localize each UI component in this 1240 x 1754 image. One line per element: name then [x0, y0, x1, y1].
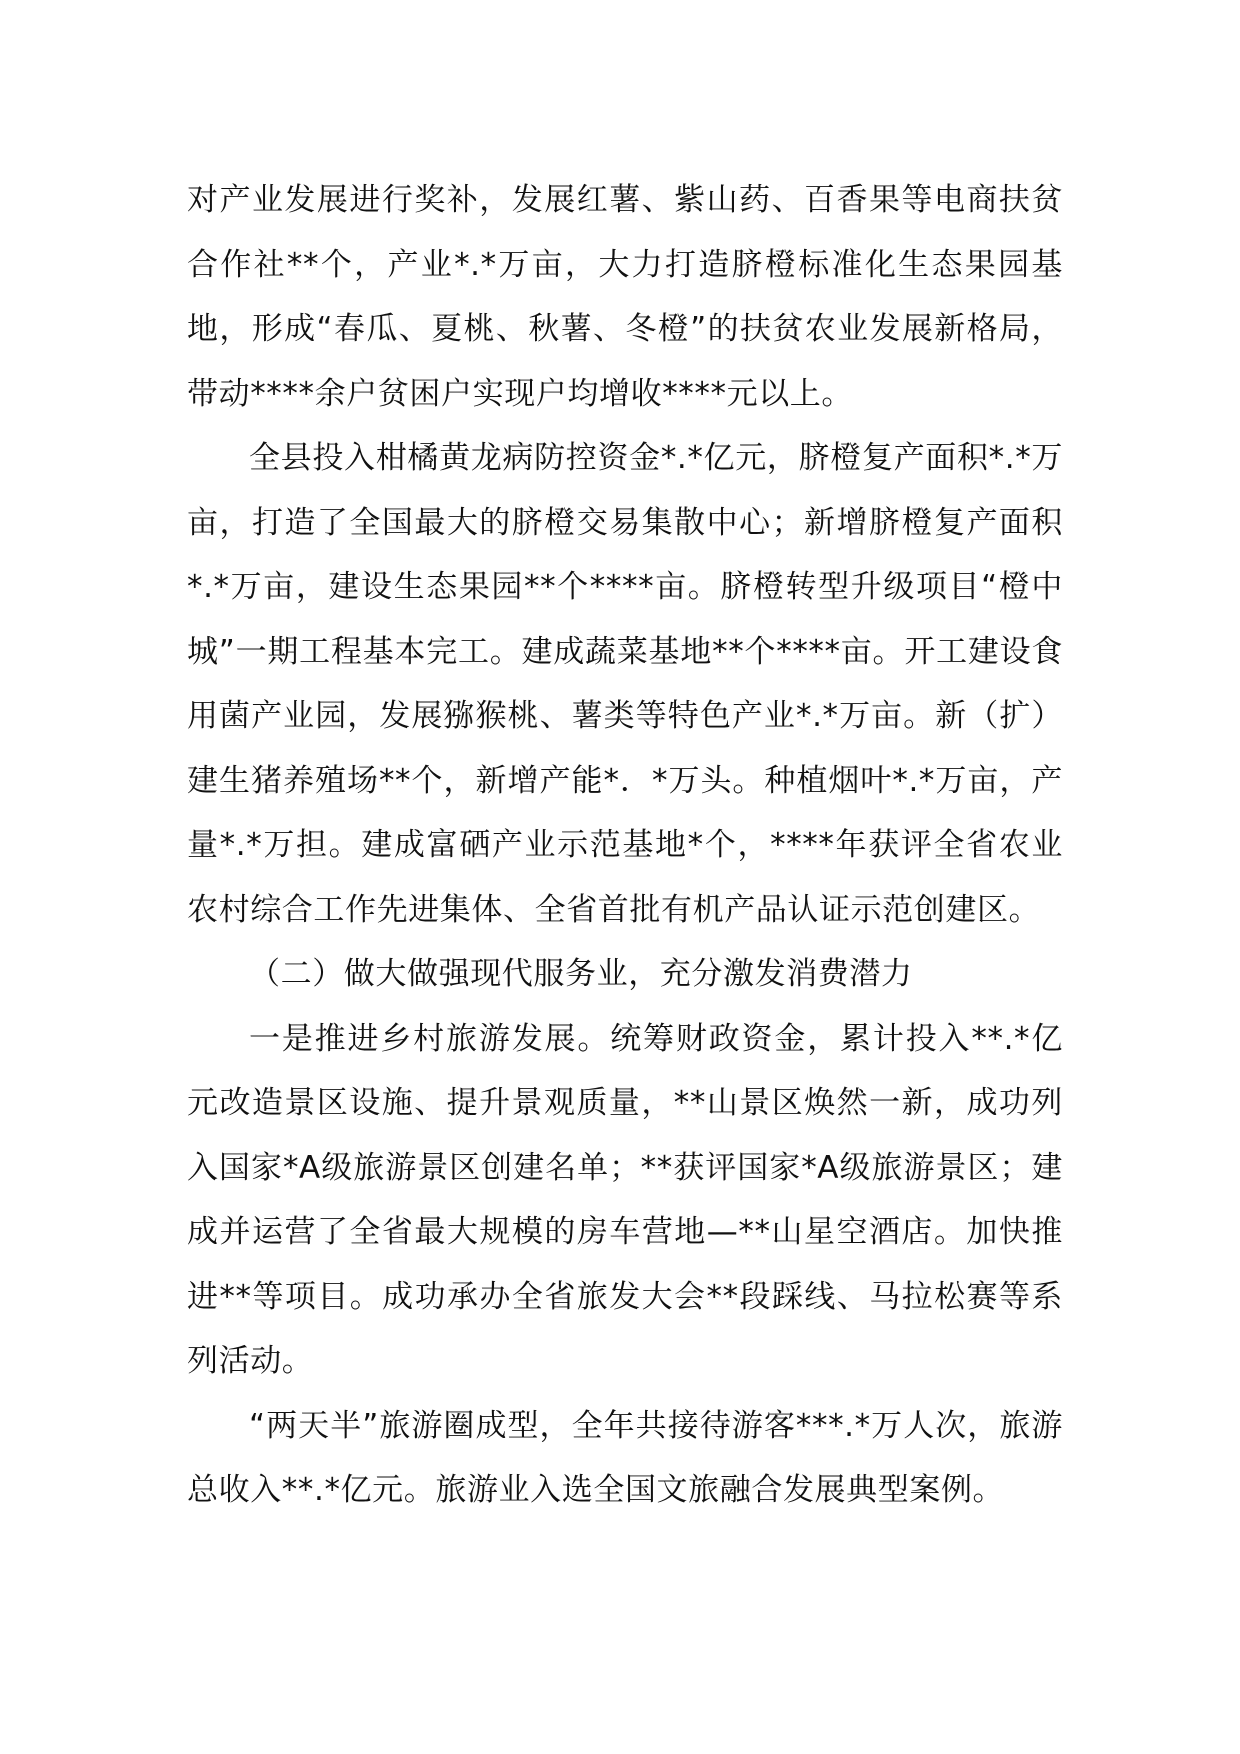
section-heading: （二）做大做强现代服务业，充分激发消费潜力	[249, 956, 913, 992]
document-body	[187, 168, 1063, 1523]
paragraph-rural-tourism: 一是推进乡村旅游发展。统筹财政资金，累计投入**.*亿元改造景区设施、提升景观质量，**山景区焕然一新，成功列入国家*A级旅游景区创建名单；**获评国家*A级旅游景区；建成并运营了全省最大规模的房车营地—**山星空酒店。加快推进**等项目。成功承办全省旅发大会**段踩线、马拉松赛等系列活动。	[187, 1020, 1063, 1379]
paragraph-continued: 对产业发展进行奖补，发展红薯、紫山药、百香果等电商扶贫合作社**个，产业*.*万亩，大力打造脐橙标准化生态果园基地，形成“春瓜、夏桃、秋薯、冬橙”的扶贫农业发展新格局，带动****余户贫困户实现户均增收****元以上。	[187, 182, 1063, 412]
paragraph-orange-industry: 全县投入柑橘黄龙病防控资金*.*亿元，脐橙复产面积*.*万亩，打造了全国最大的脐橙交易集散中心；新增脐橙复产面积*.*万亩，建设生态果园**个****亩。脐橙转型升级项目“橙中城”一期工程基本完工。建成蔬菜基地**个****亩。开工建设食用菌产业园，发展猕猴桃、薯类等特色产业*.*万亩。新（扩）建生猪养殖场**个，新增产能*．*万头。种植烟叶*.*万亩，产量*.*万担。建成富硒产业示范基地*个，****年获评全省农业农村综合工作先进集体、全省首批有机产品认证示范创建区。	[187, 440, 1063, 928]
paragraph-tourism-circle: “两天半”旅游圈成型，全年共接待游客***.*万人次，旅游总收入**.*亿元。旅游业入选全国文旅融合发展典型案例。	[187, 1407, 1063, 1508]
